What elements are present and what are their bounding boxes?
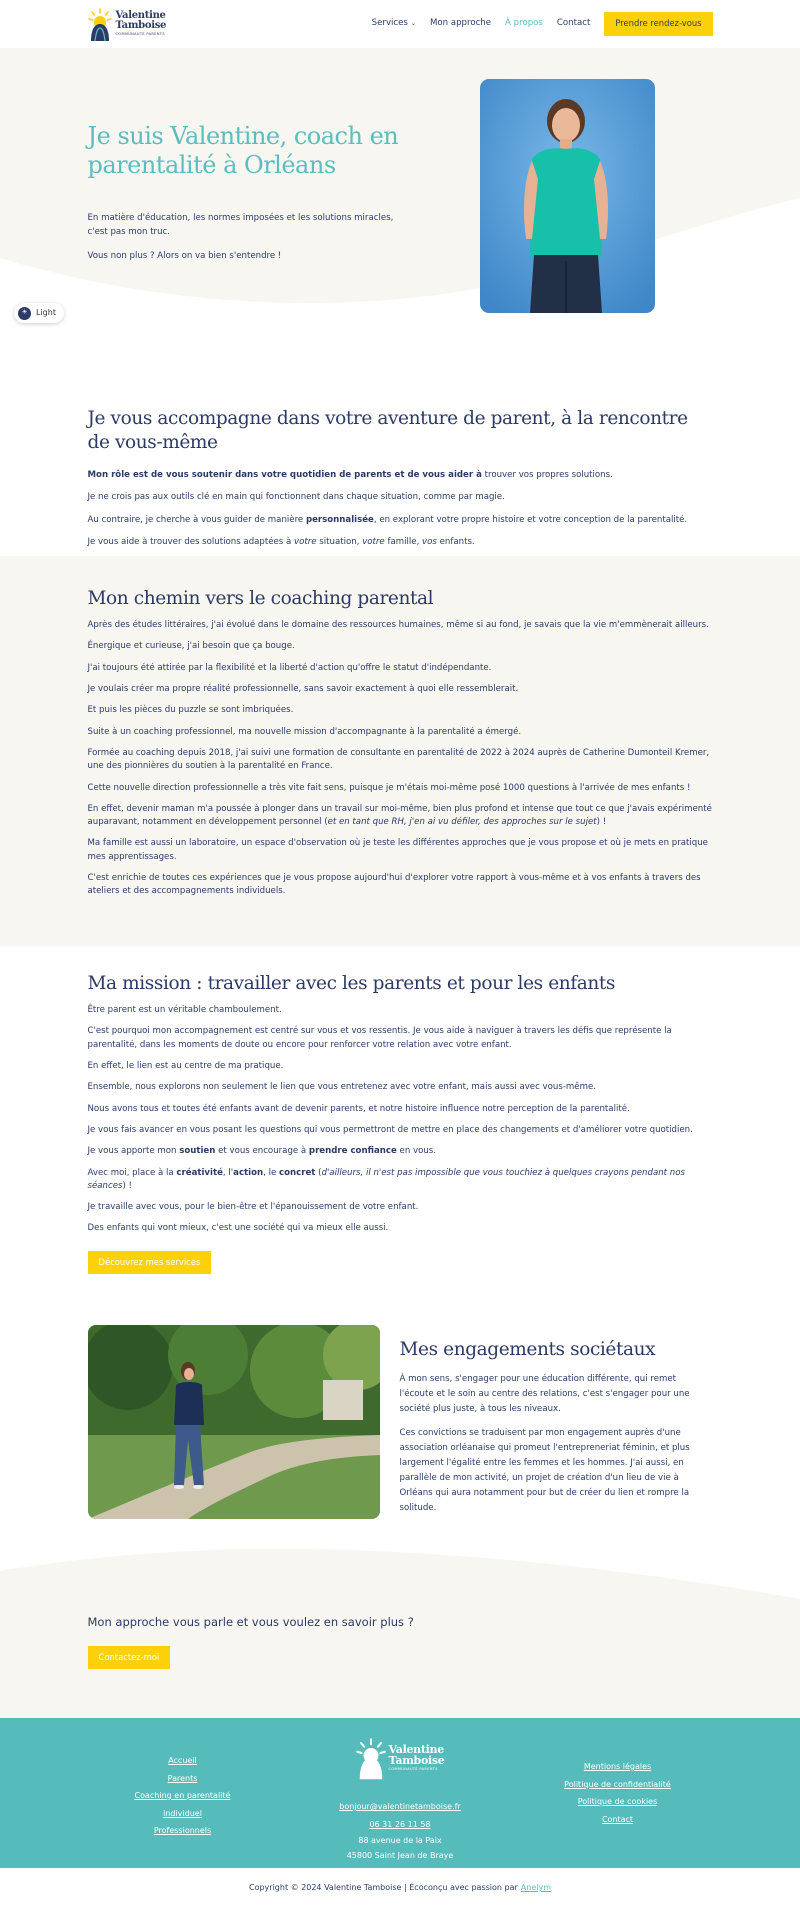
engagements-p1: À mon sens, s'engager pour une éducation différente, qui remet l'écoute et le soin au centre des relations, c'est s'engager pour une société plus juste, à tous les niveaux. <box>399 1374 690 1415</box>
accompagnement-p2: Je ne crois pas aux outils clé en main qui fonctionnent dans chaque situation, comme par magie. <box>87 492 505 503</box>
copyright-text: Copyright © 2024 Valentine Tamboise | Écoconçu avec passion par <box>248 1883 518 1893</box>
p4-i2: votre <box>362 537 385 548</box>
chemin-p1: Après des études littéraires, j'ai évolué dans le domaine des ressources humaines, même si au fond, je savais que la vie m'emmènerait ailleurs. <box>87 620 709 631</box>
p3-b: , en explorant votre propre histoire et votre conception de la parentalité. <box>373 514 688 525</box>
chemin-p8: Cette nouvelle direction professionnelle a très vite fait sens, puisque je m'étais moi-même posé 1000 questions à l'arrivée de mes enfants ! <box>87 782 691 793</box>
hero-section <box>0 48 800 343</box>
engagements-title: Mes engagements sociétaux <box>399 1339 656 1360</box>
hero-intro: En matière d'éducation, les normes imposées et les solutions miracles, c'est pas mon truc. <box>87 213 394 237</box>
portrait-illustration <box>480 79 655 313</box>
footer-link-professionnels[interactable]: Professionnels <box>153 1826 212 1835</box>
chemin-title: Mon chemin vers le coaching parental <box>87 588 434 609</box>
footer-address-2: 45800 Saint Jean de Braye <box>346 1851 454 1860</box>
nav-services[interactable] <box>372 17 416 31</box>
mission-p2: C'est pourquoi mon accompagnement est centré sur vous et vos ressentis. Je vous aide à naviguer à travers les défis que représente la parentalité, dans les moments de doute ou encore pour renforcer votre relation avec votre enfant. <box>87 1026 672 1050</box>
footer-logo[interactable] <box>325 1728 475 1788</box>
chemin-p9-a: En effet, devenir maman m'a poussée à plonger dans un travail sur moi-même, bien plus profond et intense que tout ce que j'avais expérimenté auparavant, notamment en développement personnel ( <box>87 803 712 828</box>
agency-link[interactable]: Anelym <box>520 1883 552 1893</box>
footer-link-coaching[interactable]: Coaching en parentalité individuel <box>134 1791 231 1818</box>
nav-contact[interactable]: Contact <box>556 18 591 29</box>
footer-logo-tagline: COMMUNAUTÉ PARENTS <box>388 1767 438 1772</box>
p3-a: Au contraire, je cherche à vous guider de manière <box>87 514 306 525</box>
theme-toggle-label: Light <box>36 307 56 317</box>
mission-p8 <box>88 1167 713 1194</box>
chemin-p7: Formée au coaching depuis 2018, j'ai suivi une formation de consultante en parentalité de 2022 à 2024 auprès de Catherine Dumonteil Kremer, une des pionnières du soutien à la parentalité en France. <box>87 747 710 772</box>
mission-p6: Je vous fais avancer en vous posant les questions qui vous permettront de mettre en place des changements et d'améliorer votre quotidien. <box>87 1124 693 1135</box>
mission-p7-b: et vous encourage à <box>215 1146 309 1157</box>
footer-phone-link[interactable]: 06 31 26 11 58 <box>369 1819 431 1829</box>
hero-tagline: Vous non plus ? Alors on va bien s'entendre ! <box>87 251 282 261</box>
logo-tagline: COMMUNAUTÉ PARENTS <box>115 32 165 37</box>
mission-p8-b3: concret <box>279 1167 316 1178</box>
p3-bold: personnalisée <box>305 514 374 525</box>
nav-a-propos[interactable]: À propos <box>505 18 543 29</box>
park-illustration <box>88 1325 380 1519</box>
engagements-section <box>0 1308 800 1547</box>
accompagnement-title: Je vous accompagne dans votre aventure de parent, à la rencontre de vous-même <box>87 408 688 454</box>
mission-p1: Être parent est un véritable chamboulement. <box>87 1005 282 1016</box>
chemin-p11: C'est enrichie de toutes ces expériences que je vous propose aujourd'hui d'explorer votre rapport à vous-même et à vos enfants à travers des ateliers et des accompagnements individuels. <box>87 873 701 897</box>
chemin-p6: Suite à un coaching professionnel, ma nouvelle mission d'accompagnante à la parentalité a émergé. <box>87 726 522 737</box>
engagements-text <box>400 1338 713 1516</box>
chemin-p10: Ma famille est aussi un laboratoire, un espace d'observation où je teste les différentes approches que je vous propose et où je mets en pratique mes apprentissages. <box>87 838 708 862</box>
mission-p8-a: Avec moi, place à la <box>87 1167 177 1178</box>
logo-sun-icon <box>88 7 112 41</box>
footer-nav-left <box>115 1752 250 1840</box>
mission-p8-d: ( <box>315 1167 322 1178</box>
logo-name-2: Tamboise <box>115 20 167 32</box>
nav-services-label: Services <box>371 18 408 29</box>
p4-a: Je vous aide à trouver des solutions adaptées à <box>87 537 295 548</box>
mission-p9: Je travaille avec vous, pour le bien-être et l'épanouissement de votre enfant. <box>87 1202 419 1213</box>
mission-p7-b2: prendre confiance <box>308 1146 397 1157</box>
chemin-p9 <box>88 803 713 830</box>
mission-p8-b2: action <box>233 1167 264 1178</box>
chemin-p9-b: ) ! <box>596 817 607 828</box>
logo[interactable] <box>88 7 167 41</box>
chemin-p5: Et puis les pièces du puzzle se sont imbriquées. <box>87 705 294 716</box>
footer-link-accueil[interactable]: Accueil <box>168 1756 197 1765</box>
mission-p4: Ensemble, nous explorons non seulement le lien que vous entretenez avec votre enfant, mais aussi avec vous-même. <box>87 1082 596 1093</box>
accompagnement-p1-rest: trouver vos propres solutions. <box>481 470 613 481</box>
walking-photo <box>88 1325 380 1519</box>
mission-p5: Nous avons tous et toutes été enfants avant de devenir parents, et notre histoire influence notre perception de la parentalité. <box>87 1103 630 1114</box>
mission-p8-i: d'ailleurs, il n'est pas impossible que vous touchiez à quelques crayons pendant nos séances <box>87 1167 685 1191</box>
sun-icon: ☀ <box>18 307 31 320</box>
footer-link-mentions[interactable]: Mentions légales <box>583 1762 652 1771</box>
mission-section <box>0 946 800 1308</box>
footer-logo-name-2: Tamboise <box>388 1754 445 1768</box>
contact-button[interactable]: Contactez-moi <box>88 1646 171 1669</box>
footer-link-confidentialite[interactable]: Politique de confidentialité <box>564 1779 671 1789</box>
mission-p8-b: , l' <box>222 1167 234 1178</box>
mission-title: Ma mission : travailler avec les parents et pour les enfants <box>87 973 615 994</box>
portrait-photo <box>480 79 655 313</box>
approche-question: Mon approche vous parle et vous voulez en savoir plus ? <box>87 1615 414 1629</box>
theme-toggle[interactable] <box>14 303 64 323</box>
mission-p7 <box>88 1145 713 1158</box>
engagements-p2: Ces convictions se traduisent par mon engagement auprès d'une association orléanaise qui promeut l'entrepreneriat féminin, et plus largement l'égalité entre les femmes et les hommes. J'ai aussi, en parallèle de mon activité, un projet de création d'un lieu de vie à Orléans qui aura notamment pour but de créer du lien et rompre la solitude. <box>399 1428 690 1514</box>
approche-cta-section <box>0 1547 800 1718</box>
mission-p8-c: , le <box>263 1167 279 1178</box>
accompagnement-p1 <box>88 469 713 482</box>
book-appointment-button[interactable]: Prendre rendez-vous <box>604 12 712 35</box>
footer-link-contact[interactable]: Contact <box>601 1814 634 1824</box>
p4-c: famille, <box>384 537 423 548</box>
nav-mon-approche[interactable]: Mon approche <box>429 18 492 29</box>
chemin-p9-i: et en tant que RH, j'en ai vu défiler, des approches sur le sujet <box>327 817 597 828</box>
hero-title: Je suis Valentine, coach en parentalité à Orléans <box>87 122 399 179</box>
logo-name-1: Valentine <box>115 10 166 22</box>
main-nav <box>372 12 713 35</box>
mission-p7-b1: soutien <box>179 1146 216 1157</box>
chevron-down-icon: ⌄ <box>410 20 416 28</box>
p4-d: enfants. <box>436 537 475 548</box>
footer-email-link[interactable]: bonjour@valentinetamboise.fr <box>339 1802 461 1811</box>
footer-contact <box>325 1728 475 1863</box>
mission-p7-a: Je vous apporte mon <box>87 1146 180 1157</box>
accompagnement-section <box>0 343 800 556</box>
accompagnement-p3 <box>88 514 713 527</box>
services-button[interactable]: Découvrez mes services <box>88 1251 212 1274</box>
mission-p8-e: ) ! <box>122 1180 132 1191</box>
footer-link-parents[interactable]: Parents <box>167 1773 198 1783</box>
accompagnement-p1-bold: Mon rôle est de vous soutenir dans votre quotidien de parents et de vous aider à <box>87 470 482 481</box>
mission-p10: Des enfants qui vont mieux, c'est une société qui va mieux elle aussi. <box>87 1223 389 1234</box>
site-header <box>0 0 800 48</box>
chemin-p2: Énergique et curieuse, j'ai besoin que ça bouge. <box>87 641 295 652</box>
chemin-section <box>0 556 800 946</box>
accompagnement-p4 <box>88 536 713 549</box>
footer-logo-name-1: Valentine <box>388 1743 444 1757</box>
mission-p3: En effet, le lien est au centre de ma pratique. <box>87 1060 284 1071</box>
p4-i1: votre <box>294 537 317 548</box>
p4-i3: vos <box>422 537 437 548</box>
chemin-p3: J'ai toujours été attirée par la flexibilité et la liberté d'action qu'offre le statut d'indépendante. <box>87 662 492 673</box>
footer-logo-sun-icon <box>356 1736 386 1780</box>
mission-p8-b1: créativité <box>176 1167 223 1178</box>
footer-link-cookies[interactable]: Politique de cookies <box>577 1797 658 1806</box>
footer-address-1: 88 avenue de la Paix <box>358 1836 442 1845</box>
mission-p7-c: en vous. <box>396 1146 436 1157</box>
footer-nav-right <box>545 1758 690 1828</box>
chemin-p4: Je voulais créer ma propre réalité professionnelle, sans savoir exactement à quoi elle ressemblerait. <box>87 683 519 694</box>
p4-b: situation, <box>316 537 363 548</box>
site-footer <box>0 1718 800 1868</box>
copyright-bar <box>0 1868 800 1909</box>
